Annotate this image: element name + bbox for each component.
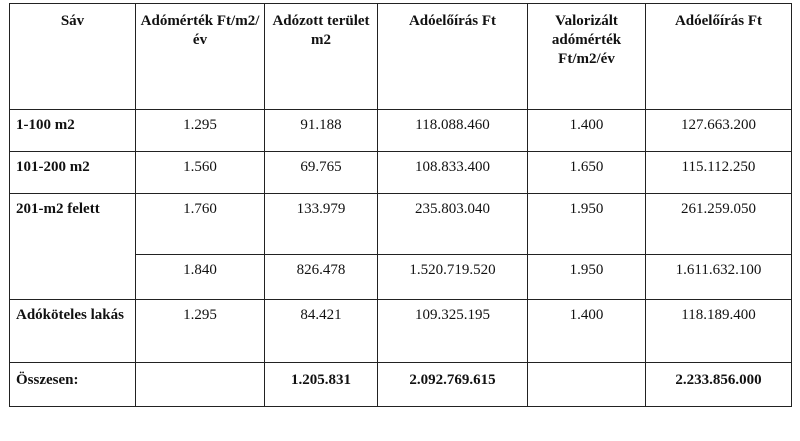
cell-sav: Adóköteles lakás: [10, 300, 136, 363]
table-row: [10, 300, 792, 363]
table-row: [10, 152, 792, 194]
cell-rate: 1.760: [136, 194, 265, 255]
cell-area: 84.421: [265, 300, 378, 363]
cell-levy: 1.520.719.520: [378, 255, 528, 300]
cell-rate: 1.840: [136, 255, 265, 300]
cell-area: 69.765: [265, 152, 378, 194]
cell-levy: 109.325.195: [378, 300, 528, 363]
total-levy: 2.092.769.615: [378, 363, 528, 407]
total-valorized-levy: 2.233.856.000: [646, 363, 792, 407]
header-valorized-levy: Adóelőírás Ft: [646, 4, 792, 110]
header-row: [10, 4, 792, 110]
cell-valorized-levy: 115.112.250: [646, 152, 792, 194]
total-label: Összesen:: [10, 363, 136, 407]
cell-area: 826.478: [265, 255, 378, 300]
tax-table: [9, 3, 792, 407]
cell-levy: 108.833.400: [378, 152, 528, 194]
cell-area: 91.188: [265, 110, 378, 152]
cell-sav: 101-200 m2: [10, 152, 136, 194]
cell-levy: 118.088.460: [378, 110, 528, 152]
table-row: [10, 110, 792, 152]
cell-valorized-rate: 1.400: [528, 300, 646, 363]
cell-area: 133.979: [265, 194, 378, 255]
total-valorized-rate: [528, 363, 646, 407]
cell-rate: 1.295: [136, 300, 265, 363]
cell-rate: 1.560: [136, 152, 265, 194]
cell-valorized-rate: 1.650: [528, 152, 646, 194]
cell-valorized-rate: 1.400: [528, 110, 646, 152]
total-row: [10, 363, 792, 407]
header-sav: Sáv: [10, 4, 136, 110]
cell-valorized-rate: 1.950: [528, 255, 646, 300]
cell-valorized-levy: 261.259.050: [646, 194, 792, 255]
cell-sav: 201-m2 felett: [10, 194, 136, 300]
cell-valorized-levy: 1.611.632.100: [646, 255, 792, 300]
cell-valorized-rate: 1.950: [528, 194, 646, 255]
header-rate: Adómérték Ft/m2/év: [136, 4, 265, 110]
total-area: 1.205.831: [265, 363, 378, 407]
cell-sav: 1-100 m2: [10, 110, 136, 152]
cell-levy: 235.803.040: [378, 194, 528, 255]
cell-valorized-levy: 118.189.400: [646, 300, 792, 363]
total-rate: [136, 363, 265, 407]
header-area: Adózott terület m2: [265, 4, 378, 110]
cell-rate: 1.295: [136, 110, 265, 152]
header-levy: Adóelőírás Ft: [378, 4, 528, 110]
header-valorized-rate: Valorizált adómérték Ft/m2/év: [528, 4, 646, 110]
cell-valorized-levy: 127.663.200: [646, 110, 792, 152]
table-row: [10, 194, 792, 255]
